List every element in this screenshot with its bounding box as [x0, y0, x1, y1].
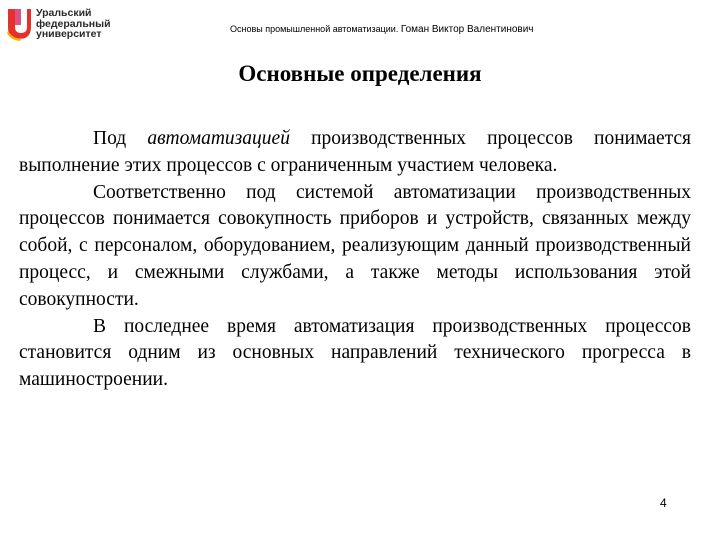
logo-line-1: Уральский	[36, 7, 92, 19]
paragraph-1-rest: производственных процессов понимается выполнение этих процессов с ограниченным участием человека.	[19, 128, 691, 176]
paragraph-1	[19, 126, 691, 180]
university-emblem-icon	[6, 7, 32, 41]
paragraph-3: В последнее время автоматизация производственных процессов становится одним из основных направлений технического прогресса в машиностроении.	[19, 315, 691, 391]
body-text	[19, 126, 691, 394]
page-number: 4	[660, 496, 667, 510]
page-title: Основные определения	[238, 61, 482, 86]
logo-line-3: университет	[36, 28, 102, 40]
author-name: Гоман Виктор Валентинович	[400, 24, 534, 35]
logo-text	[36, 8, 111, 40]
paragraph-2: Соответственно под системой автоматизации производственных процессов понимается совокупность приборов и устройств, связанных между собой, с персоналом, оборудованием, реализующим данный производственный процесс, и смежными службами, а также методы использования этой совокупности.	[19, 181, 691, 310]
course-title: Основы промышленной автоматизации.	[230, 24, 399, 34]
paragraph-1-start: Под	[93, 128, 148, 149]
slide-header	[230, 24, 534, 35]
emphasized-term: автоматизацией	[147, 128, 290, 149]
university-logo	[6, 6, 116, 42]
logo-line-2: федеральный	[36, 17, 111, 30]
